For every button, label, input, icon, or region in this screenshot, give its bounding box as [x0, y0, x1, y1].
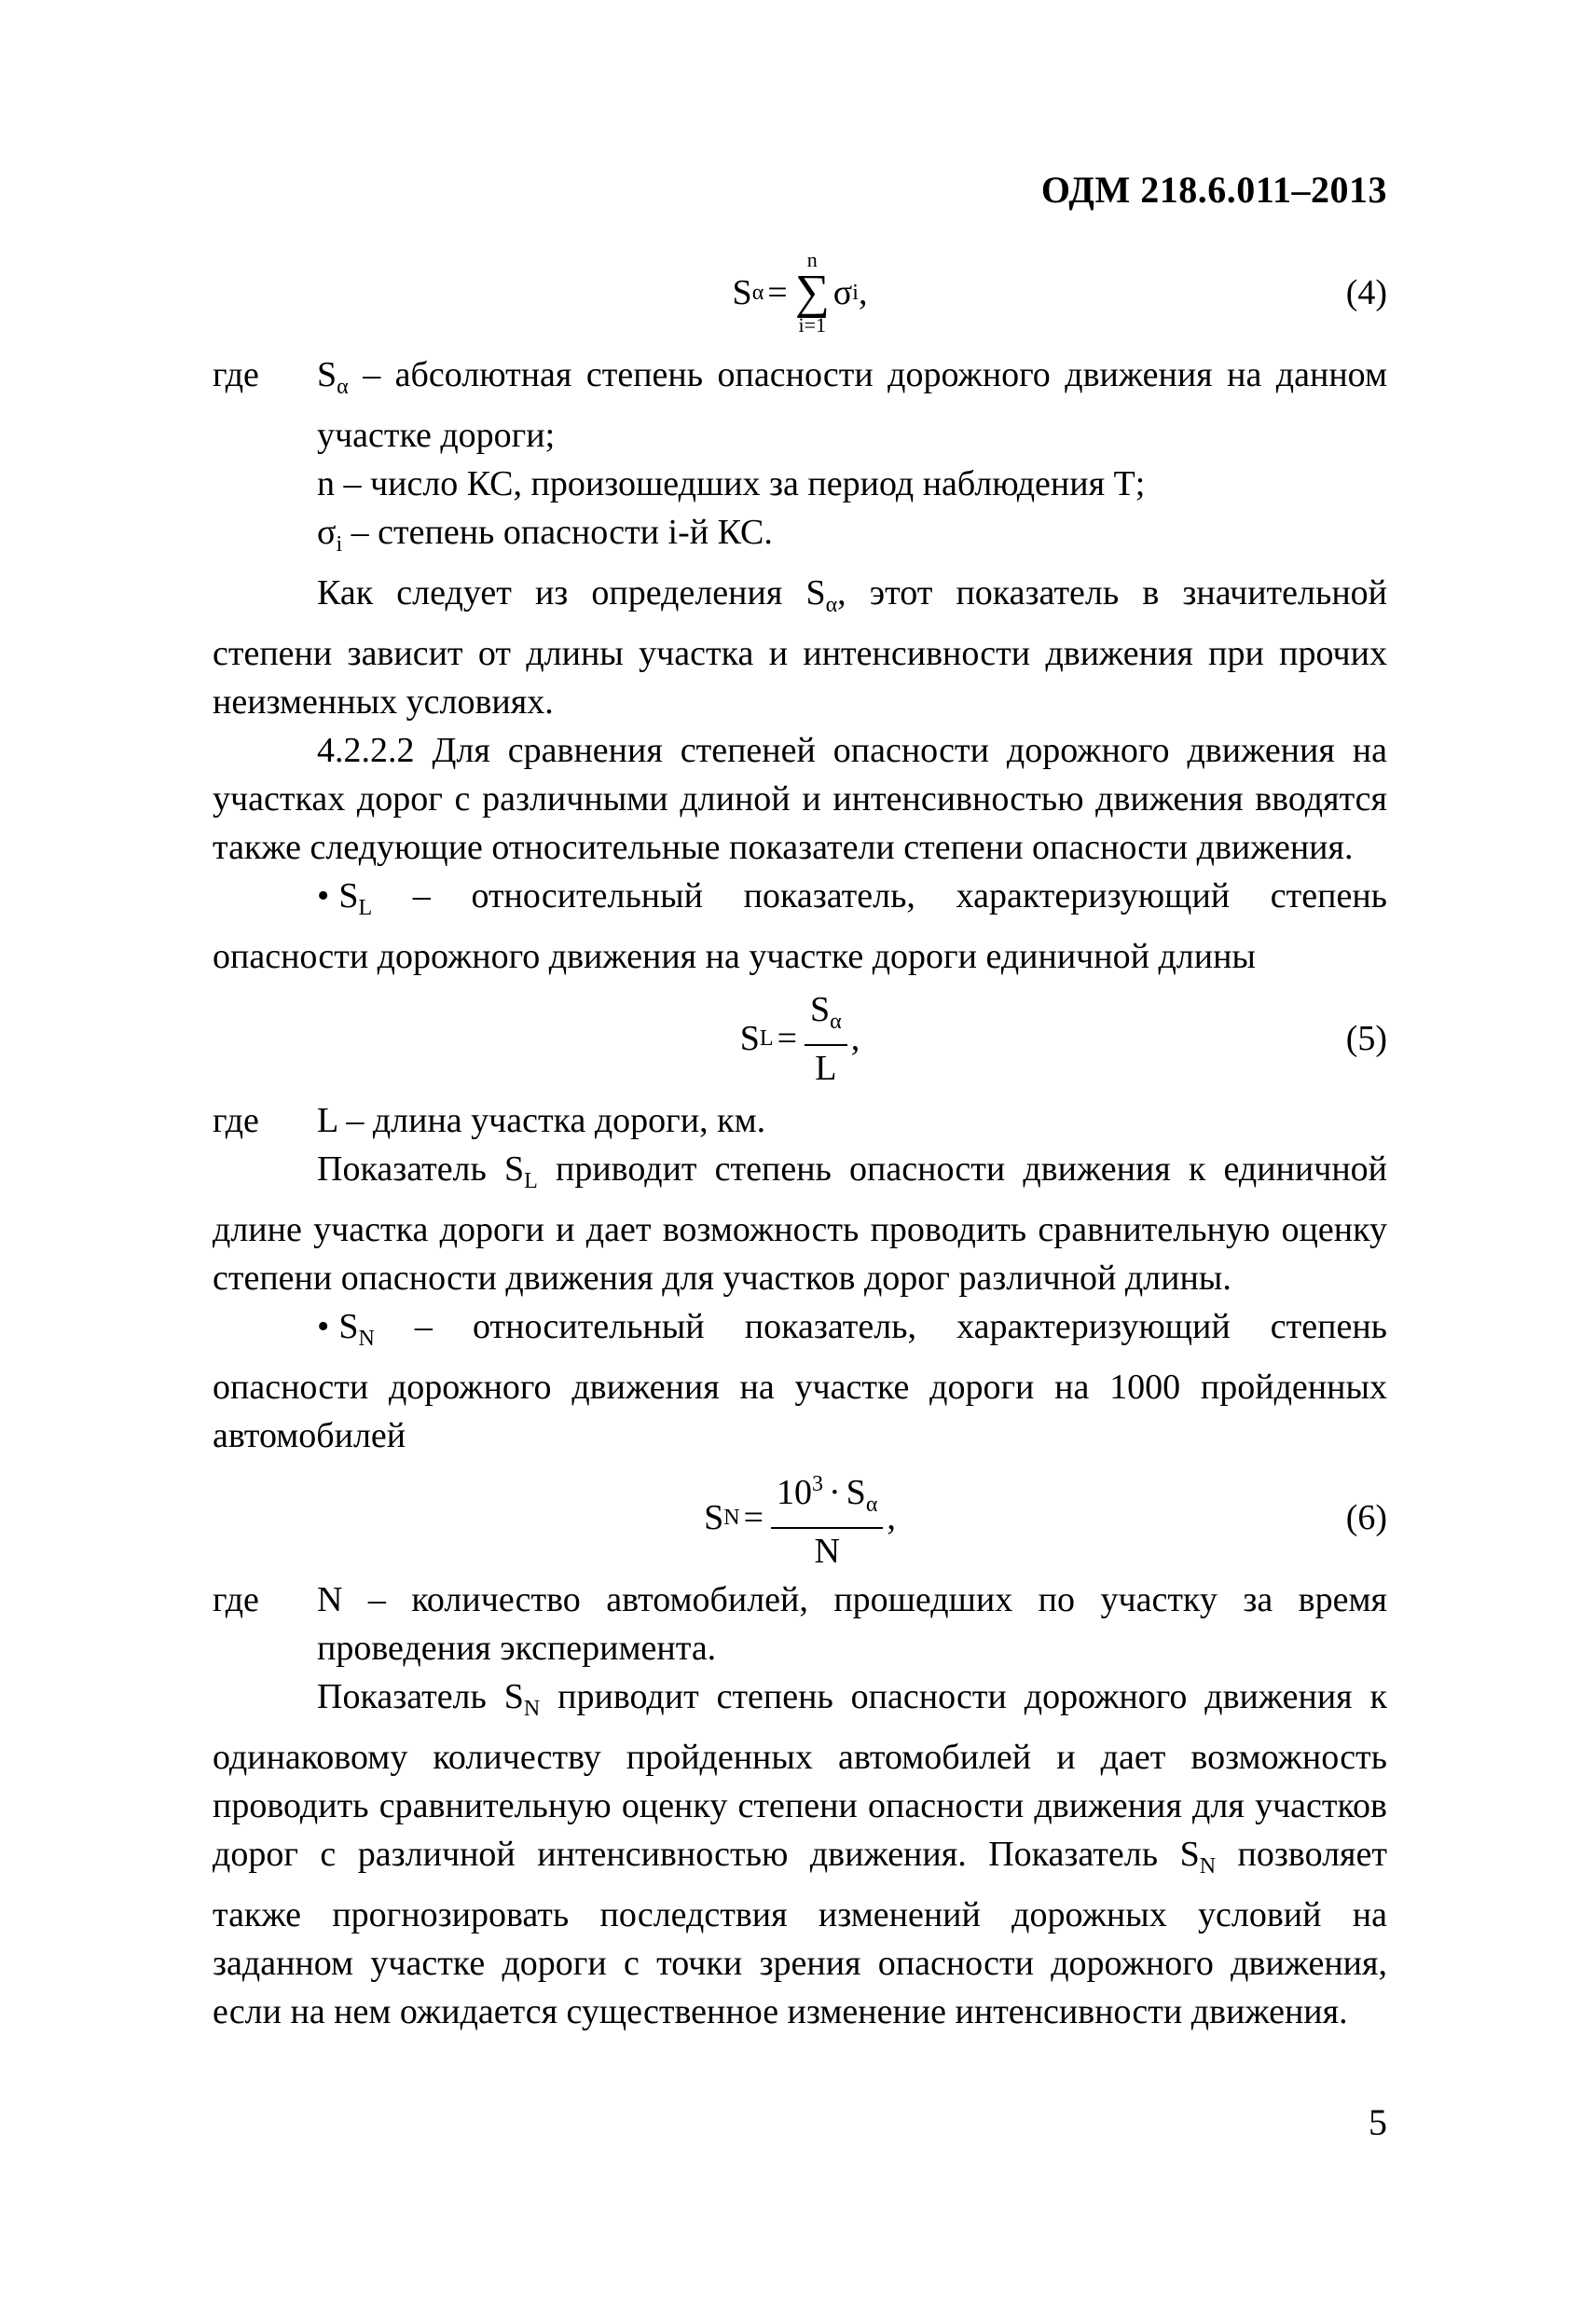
- formula-5: [213, 981, 1387, 1096]
- fraction-numerator: $S_\alpha$: [805, 989, 847, 1046]
- formula-4-expression: [733, 250, 868, 336]
- paragraph-s-n: Показатель $S_N$ приводит степень опасности дорожного движения к одинаковому количеству пройденных автомобилей и дает возможность проводить сравнительную оценку степени опасности движения для участков дорог с различной интенсивностью движения. Показатель $S_N$ позволяет также прогнозировать последствия изменений дорожных условий на заданном участке дороги с точки зрения опасности дорожного движения, если на нем ожидается существенное изменение интенсивности движения.: [213, 1677, 1387, 2031]
- where-text-n: N – количество автомобилей, прошедших по участку за время проведения эксперимента.: [317, 1580, 1387, 1668]
- document-code: ОДМ 218.6.011–2013: [1040, 169, 1387, 211]
- comma: ,: [858, 273, 868, 312]
- equation-number-6: (6): [1345, 1498, 1387, 1537]
- fraction-denominator: L: [815, 1048, 837, 1088]
- symbol-sigma: σ: [832, 273, 853, 312]
- sum-upper-limit: n: [806, 248, 818, 271]
- fraction: [771, 1464, 883, 1572]
- equals-sign: =: [767, 273, 788, 312]
- bullet-s-l: • $S_L$ – относительный показатель, характеризующий степень опасности дорожного движения на участке дороги единичной длины: [213, 876, 1387, 976]
- formula-6-expression: S N = $\frac{10^3 \cdot S_\alpha}{N}$ ,: [704, 1464, 896, 1572]
- where-label: где: [213, 355, 259, 394]
- sum-lower-limit: i=1: [798, 313, 826, 337]
- where-text-n: n – число КС, произошедших за период наблюдения Т;: [317, 464, 1146, 503]
- paragraph-s-l: Показатель $S_L$ приводит степень опасности движения к единичной длине участка дороги и дает возможность проводить сравнительную оценку степени опасности движения для участков дорог различной длины.: [213, 1149, 1387, 1298]
- paragraph-definition: Как следует из определения $S_\alpha$, этот показатель в значительной степени зависит от длины участка и интенсивности движения при прочих неизменных условиях.: [213, 573, 1387, 722]
- subscript-i: i: [852, 281, 859, 305]
- formula-5-expression: S L = $\frac{S_\alpha}{L}$ ,: [739, 989, 860, 1088]
- summation: [795, 250, 830, 336]
- where-label: где: [213, 1580, 259, 1619]
- fraction-numerator: $10^3 \cdot S_\alpha$: [771, 1464, 883, 1529]
- where-text-l: L – длина участка дороги, км.: [317, 1101, 766, 1140]
- formula-6: [213, 1460, 1387, 1576]
- where-clause-6: [213, 1576, 1387, 1672]
- fraction-denominator: N: [814, 1532, 840, 1571]
- where-clause-4: [213, 351, 1387, 460]
- bullet-s-n: • $S_N$ – относительный показатель, характеризующий степень опасности дорожного движения на участке дороги на 1000 пройденных автомобилей: [213, 1307, 1387, 1455]
- formula-4: [213, 235, 1387, 351]
- fraction: [805, 989, 847, 1089]
- bullet-icon: •: [317, 1307, 330, 1346]
- equation-number-5: (5): [1345, 1019, 1387, 1058]
- sum-icon: ∑: [794, 266, 830, 319]
- bullet-icon: •: [317, 876, 330, 915]
- document-body: [213, 235, 1387, 2036]
- page-number: 5: [1369, 2101, 1387, 2143]
- symbol-s: S: [732, 273, 752, 312]
- equation-number-4: (4): [1345, 273, 1387, 312]
- where-text-sigma: $\sigma_i$ – степень опасности i-й КС.: [317, 513, 773, 557]
- subscript-alpha: α: [751, 281, 764, 305]
- paragraph-4-2-2-2: 4.2.2.2 Для сравнения степеней опасности дорожного движения на участках дорог с различными длиной и интенсивностью движения вводятся также следующие относительные показатели степени опасности движения.: [213, 731, 1387, 867]
- where-clause-5: [213, 1096, 1387, 1145]
- where-text-s-alpha: $S_\alpha$ – абсолютная степень опасности дорожного движения на данном участке дороги;: [317, 355, 1387, 455]
- where-label: где: [213, 1101, 259, 1140]
